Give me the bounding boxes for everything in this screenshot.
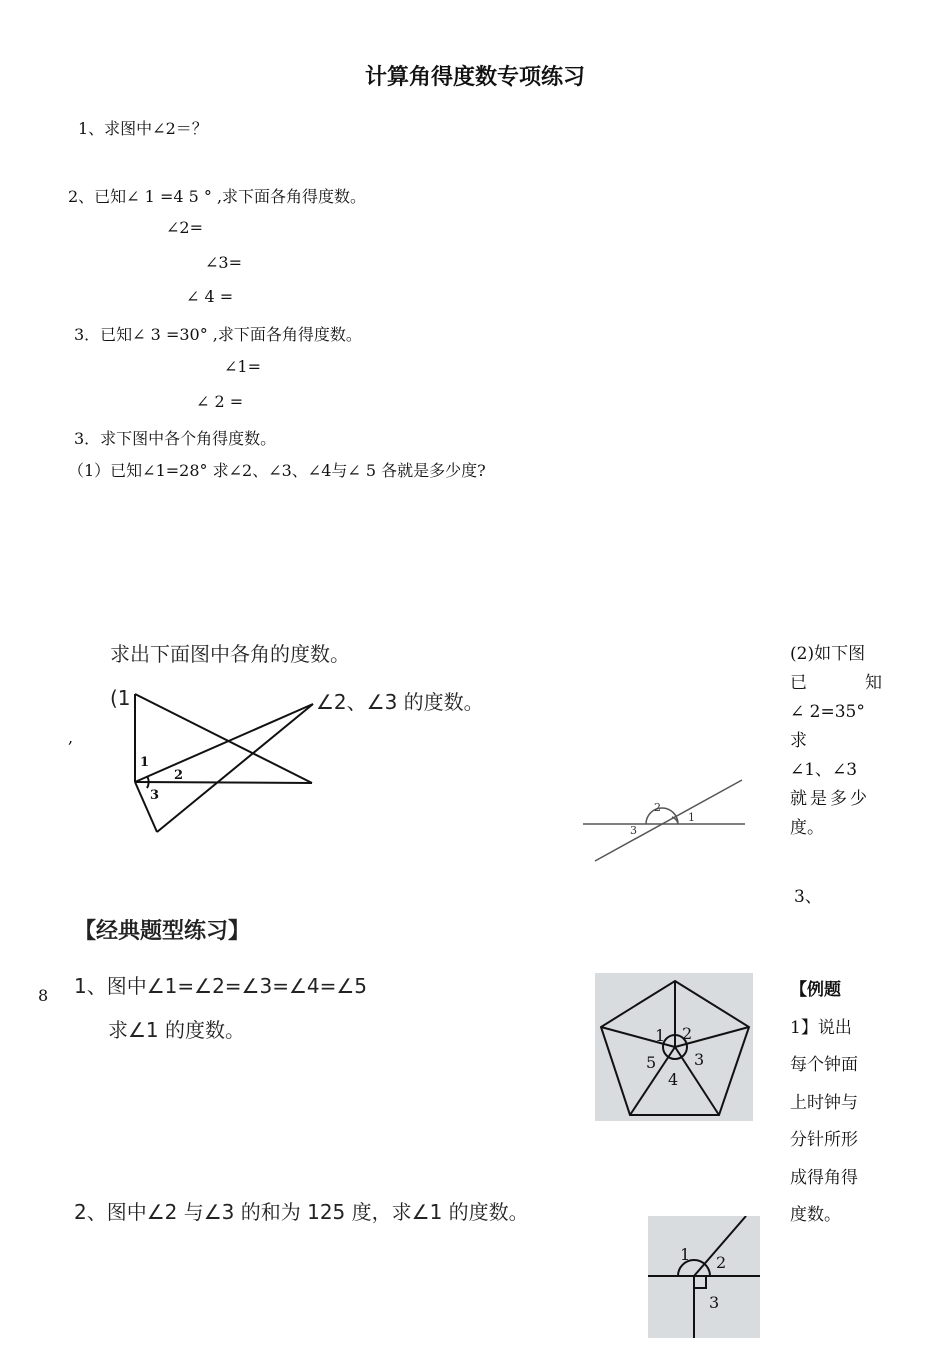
- side-note-line: ∠ 2=35°: [790, 702, 865, 722]
- page-title: 计算角得度数专项练习: [364, 65, 585, 90]
- classic-problem-1-line-2: 求∠1 的度数。: [108, 1018, 246, 1042]
- question-3a-prompt: 3．已知∠ 3 =30° ,求下面各角得度数。: [74, 325, 362, 344]
- scan-heading: 求出下面图中各角的度数。: [110, 642, 350, 666]
- scan-line-start: (1: [110, 686, 131, 710]
- side-note-line: 上时钟与: [790, 1092, 858, 1113]
- side-note-line: 度数。: [790, 1205, 841, 1225]
- triangle-label-1: 1: [140, 755, 150, 770]
- question-3b-sub1: （1）已知∠1=28° 求∠2、∠3、∠4与∠ 5 各就是多少度?: [68, 461, 486, 480]
- angle-arc: [646, 808, 678, 824]
- lines-label-3: 3: [630, 824, 637, 837]
- intersecting-lines-figure: [580, 775, 750, 870]
- triangles-figure: [125, 690, 325, 840]
- side-note-line: 度。: [790, 818, 824, 838]
- side-note-line: 成得角得: [790, 1167, 858, 1188]
- question-2-prompt: 2、已知∠ 1 =4 5 ° ,求下面各角得度数。: [68, 187, 367, 206]
- side-note-line: 求: [790, 731, 807, 751]
- cross-label-2: 2: [716, 1253, 727, 1272]
- side-note-line: (2)如下图: [790, 644, 866, 664]
- question-3a-answer-angle-1: ∠1=: [224, 357, 261, 376]
- figure-line: [595, 780, 742, 861]
- side-note-line: 1】说出: [790, 1017, 852, 1038]
- side-note-word: 知: [865, 673, 882, 693]
- pentagon-label-4: 4: [668, 1070, 679, 1089]
- pentagon-label-5: 5: [646, 1053, 657, 1072]
- side-note-line: 分针所形: [790, 1130, 858, 1150]
- stray-mark: 8: [38, 986, 49, 1005]
- question-2-answer-angle-3: ∠3=: [205, 253, 242, 272]
- triangle-label-3: 3: [150, 788, 160, 803]
- side-note-2: [790, 972, 880, 1235]
- question-3b-prompt: 3．求下图中各个角得度数。: [74, 429, 277, 448]
- triangle-label-2: 2: [174, 768, 184, 783]
- pentagon-label-3: 3: [694, 1050, 705, 1069]
- side-note-line: ∠1、∠3: [790, 760, 858, 780]
- pentagon-label-2: 2: [682, 1024, 693, 1043]
- scan-line-end: ∠2、∠3 的度数。: [316, 690, 484, 714]
- side-note-line: 每个钟面: [790, 1055, 858, 1075]
- question-3a-answer-angle-2: ∠ 2 =: [196, 392, 244, 411]
- lines-label-2: 2: [654, 801, 661, 814]
- side-note-line-justified: [790, 669, 882, 698]
- pentagon-label-1: 1: [655, 1026, 666, 1045]
- side-note-line: 【例题: [790, 980, 841, 1000]
- question-1: 1、求图中∠2＝？: [78, 119, 208, 138]
- lines-label-1: 1: [688, 811, 695, 824]
- side-note-trailing: 3、: [794, 887, 822, 907]
- classic-problem-2: 2、图中∠2 与∠3 的和为 125 度，求∠1 的度数。: [74, 1200, 529, 1224]
- classic-problem-1-line-1: 1、图中∠1=∠2=∠3=∠4=∠5: [74, 974, 368, 998]
- stray-comma: ,: [68, 728, 74, 747]
- figure-line: [135, 782, 312, 783]
- side-note-word: 已: [790, 673, 807, 693]
- question-2-answer-angle-2: ∠2=: [166, 218, 203, 237]
- cross-label-3: 3: [709, 1293, 720, 1312]
- cross-label-1: 1: [680, 1245, 691, 1264]
- cross-figure: [648, 1216, 760, 1338]
- side-note-1: [790, 640, 882, 843]
- side-note-line: 就是多少: [790, 789, 870, 809]
- question-2-answer-angle-4: ∠ 4 =: [186, 287, 234, 306]
- classic-heading: 【经典题型练习】: [74, 919, 251, 944]
- pentagon-figure: [595, 973, 753, 1121]
